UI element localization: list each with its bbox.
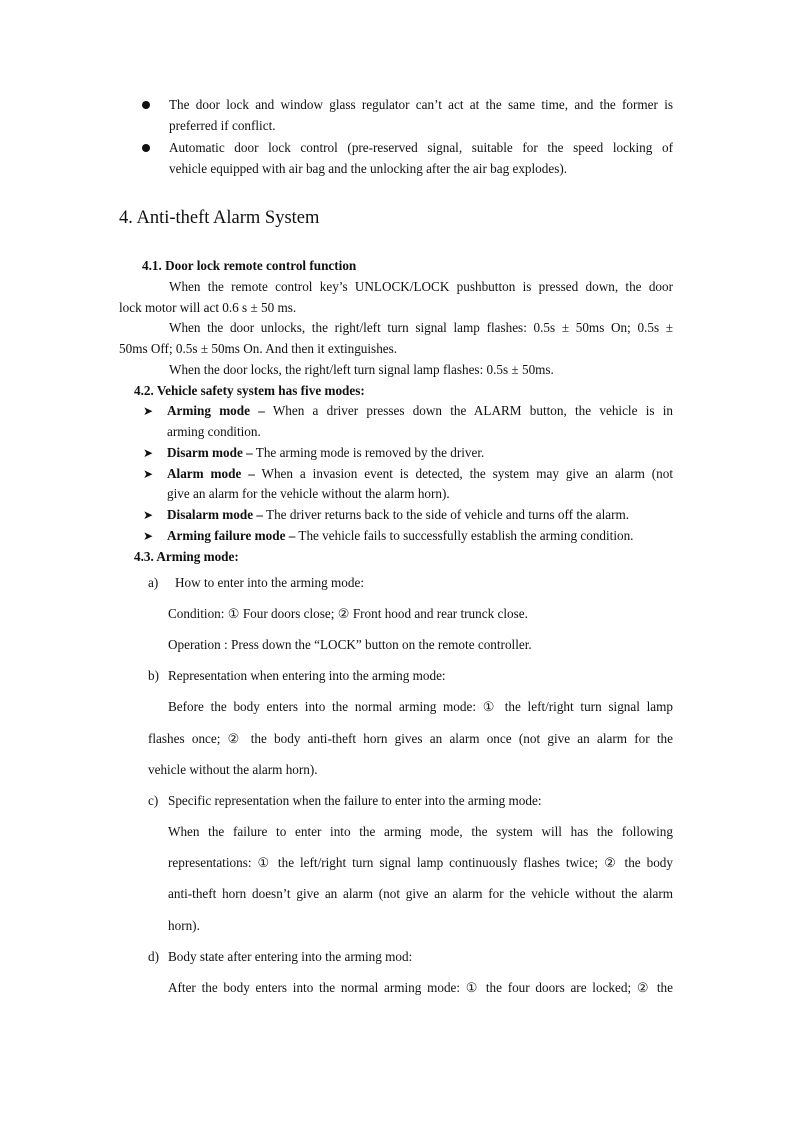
heading-4-3: 4.3. Arming mode: [134,549,239,564]
bullet-icon [142,144,150,152]
s41-p2-line-1: When the door unlocks, the right/left turn signal lamp flashes: 0.5s ± 50ms On; 0.5s ± [169,320,673,335]
mode-term: Arming failure mode – [167,528,296,543]
s41-p3: When the door locks, the right/left turn signal lamp flashes: 0.5s ± 50ms. [169,362,554,377]
mode-text: The arming mode is removed by the driver. [252,445,485,460]
item-d-line-1: After the body enters into the normal arming mode: ① the four doors are locked; ② the [168,980,673,995]
mode-item-2 [167,445,484,461]
mode-term: Disalarm mode – [167,507,263,522]
item-c-line-1: When the failure to enter into the arming mode, the system will has the following [168,824,673,839]
mode-item-1 [167,403,673,419]
item-c-line-3: anti-theft horn doesn’t give an alarm (not give an alarm for the vehicle without the alarm [168,886,673,901]
mode-term: Disarm mode – [167,445,253,460]
s41-p1-line-2: lock motor will act 0.6 s ± 50 ms. [119,300,297,315]
item-d-label: d) [148,949,159,964]
item-a-condition: Condition: ① Four doors close; ② Front hood and rear trunck close. [168,606,528,621]
mode-text: The vehicle fails to successfully establish the arming condition. [295,528,634,543]
item-a-label: a) [148,575,159,590]
arrowhead-bullet-icon: ➤ [143,508,154,522]
bullet-2-line-2: vehicle equipped with air bag and the unlocking after the air bag explodes). [169,161,568,176]
mode-item-3-line-2: give an alarm for the vehicle without the alarm horn). [167,486,450,501]
section-title: 4. Anti-theft Alarm System [119,208,320,228]
item-b-line-2: flashes once; ② the body anti-theft horn gives an alarm once (not give an alarm for the [148,731,673,746]
item-b-line-3: vehicle without the alarm horn). [148,762,318,777]
mode-term: Alarm mode – [167,466,255,481]
item-b-title: Representation when entering into the arming mode: [168,668,446,683]
mode-item-5 [167,528,633,544]
item-c-line-2: representations: ① the left/right turn signal lamp continuously flashes twice; ② the body [168,855,673,870]
mode-term: Arming mode – [167,403,265,418]
heading-4-1: 4.1. Door lock remote control function [142,258,357,273]
item-a-title: How to enter into the arming mode: [175,575,364,590]
item-c-title: Specific representation when the failure to enter into the arming mode: [168,793,542,808]
heading-4-2: 4.2. Vehicle safety system has five modes: [134,383,365,398]
s41-p2-line-2: 50ms Off; 0.5s ± 50ms On. And then it extinguishes. [119,341,398,356]
mode-item-3 [167,466,673,482]
mode-item-4 [167,507,629,523]
s41-p1-line-1: When the remote control key’s UNLOCK/LOCK pushbutton is pressed down, the door [169,279,673,294]
arrowhead-bullet-icon: ➤ [143,467,154,481]
arrowhead-bullet-icon: ➤ [143,529,154,543]
item-d-title: Body state after entering into the arming mod: [168,949,413,964]
arrowhead-bullet-icon: ➤ [143,446,154,460]
arrowhead-bullet-icon: ➤ [143,404,154,418]
bullet-icon [142,101,150,109]
item-a-operation: Operation : Press down the “LOCK” button on the remote controller. [168,637,532,652]
item-b-line-1: Before the body enters into the normal arming mode: ① the left/right turn signal lamp [168,699,673,714]
bullet-2-line-1: Automatic door lock control (pre-reserved signal, suitable for the speed locking of [169,140,673,155]
mode-text: When a driver presses down the ALARM button, the vehicle is in [264,403,673,418]
mode-item-1-line-2: arming condition. [167,424,261,439]
bullet-1-line-1: The door lock and window glass regulator can’t act at the same time, and the former is [169,97,673,112]
item-c-line-4: horn). [168,918,200,933]
bullet-1-line-2: preferred if conflict. [169,118,276,133]
item-c-label: c) [148,793,159,808]
mode-text: The driver returns back to the side of vehicle and turns off the alarm. [262,507,630,522]
mode-text: When a invasion event is detected, the system may give an alarm (not [254,466,674,481]
item-b-label: b) [148,668,159,683]
